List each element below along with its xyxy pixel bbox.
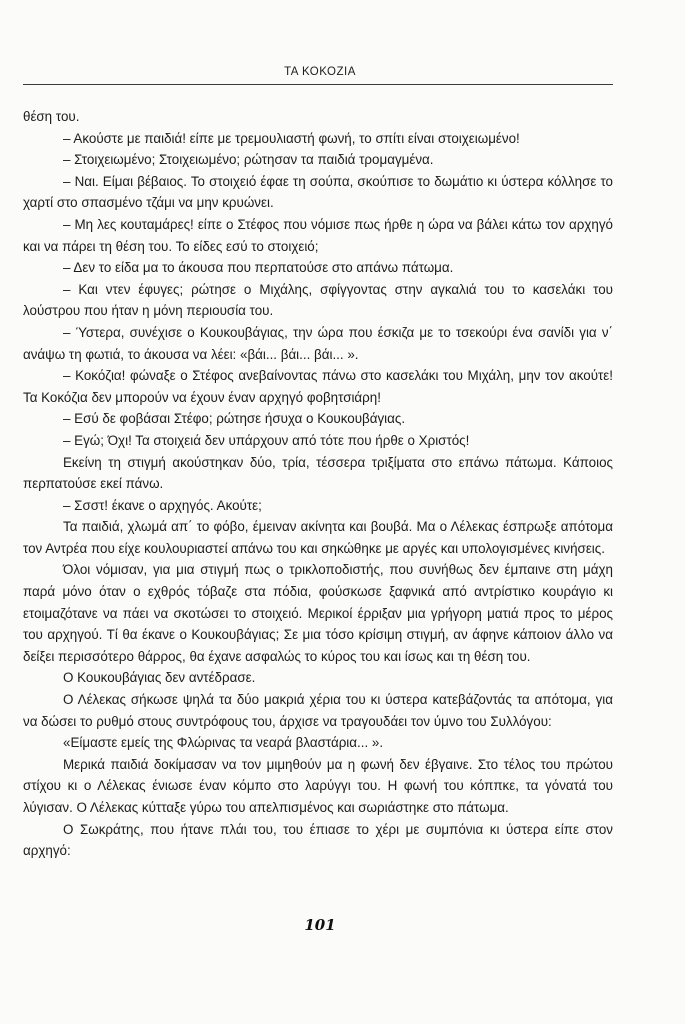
- paragraph: Ο Κουκουβάγιας δεν αντέδρασε.: [63, 670, 256, 686]
- paragraph: Ο Σωκράτης, που ήτανε πλάι του, του έπιασε το χέρι με συμπόνια κι ύστερα είπε στον αρχηγό:: [23, 821, 613, 859]
- paragraph: – Και ντεν έφυγες; ρώτησε ο Μιχάλης, σφίγγοντας στην αγκαλιά του το κασελάκι του λούστρου που ήταν η μόνη περιουσία του.: [23, 281, 613, 319]
- paragraph: – Κοκόζια! φώναξε ο Στέφος ανεβαίνοντας πάνω στο κασελάκι του Μιχάλη, μην τον ακούτε! Τα Κοκόζια δεν μπορούν να έχουν έναν αρχηγό φοβητσιάρη!: [23, 368, 613, 405]
- paragraph: Τα παιδιά, χλωμά απ΄ το φόβο, έμειναν ακίνητα και βουβά. Μα ο Λέλεκας έσπρωξε απότομα τον Αντρέα που είχε κουλουριαστεί απάνω του και σηκώθηκε με αργές και υπολογισμένες κινήσεις.: [23, 519, 613, 556]
- header-divider: [23, 84, 613, 85]
- paragraph: – Μη λες κουταμάρες! είπε ο Στέφος που νόμισε πως ήρθε η ώρα να βάλει κάτω τον αρχηγό και να πάρει τη θέση του. Το είδες εσύ το στοιχειό;: [23, 216, 613, 254]
- paragraph: – Ναι. Είμαι βέβαιος. Το στοιχειό έφαε τη σούπα, σκούπισε το δωμάτιο κι ύστερα κόλλησε το χαρτί στο σπασμένο τζάμι να μην κρυώνει.: [23, 173, 613, 211]
- paragraph: – Στοιχειωμένο; Στοιχειωμένο; ρώτησαν τα παιδιά τρομαγμένα.: [63, 152, 434, 168]
- paragraph: Εκείνη τη στιγμή ακούστηκαν δύο, τρία, τέσσερα τριξίματα στο επάνω πάτωμα. Κάποιος περπατούσε εκεί πάνω.: [23, 454, 613, 492]
- paragraph: Ο Λέλεκας σήκωσε ψηλά τα δύο μακριά χέρια του κι ύστερα κατεβάζοντάς τα απότομα, για να δώσει το ρυθμό στους συντρόφους του, άρχισε να τραγουδάει τον ύμνο του Συλλόγου:: [23, 692, 613, 729]
- paragraph: – Ύστερα, συνέχισε ο Κουκουβάγιας, την ώρα που έσκιζα με το τσεκούρι ένα σανίδι για ν΄ ανάψω τη φωτιά, το άκουσα να λέει: «βάι... βάι... βάι... ».: [23, 324, 613, 362]
- paragraph: – Ακούστε με παιδιά! είπε με τρεμουλιαστή φωνή, το σπίτι είναι στοιχειωμένο!: [63, 130, 520, 146]
- page-number: 101: [304, 916, 336, 934]
- running-header-title: ΤΑ ΚΟΚΟΖΙΑ: [284, 66, 356, 78]
- paragraph: «Είμαστε εμείς της Φλώρινας τα νεαρά βλαστάρια... ».: [63, 735, 384, 751]
- page-body-text: [23, 106, 613, 862]
- paragraph: – Δεν το είδα μα το άκουσα που περπατούσε στο απάνω πάτωμα.: [63, 260, 454, 276]
- paragraph: – Εγώ; Όχι! Τα στοιχειά δεν υπάρχουν από τότε που ήρθε ο Χριστός!: [63, 432, 470, 448]
- paragraph: θέση του.: [23, 109, 80, 124]
- paragraph: – Εσύ δε φοβάσαι Στέφο; ρώτησε ήσυχα ο Κουκουβάγιας.: [63, 411, 406, 427]
- paragraph: Όλοι νόμισαν, για μια στιγμή πως ο τρικλοποδιστής, που συνήθως δεν έμπαινε στη μάχη παρά μόνο όταν ο εχθρός τόβαζε στα πόδια, φούσκωσε ξαφνικά από αντρίστικο κουράγιο κι ετοιμαζότανε να πάει να σκοτώσει το στοιχειό. Μερικοί έρριξαν μια γρήγορη ματιά προς το μέρος του αρχηγού. Τί θα έκανε ο Κουκουβάγιας; Σε μια τόσο κρίσιμη στιγμή, αν άφηνε κάποιον άλλο να δείξει περισσότερο θάρρος, θα έχανε ασφαλώς το κύρος του και ίσως και τη θέση του.: [23, 562, 613, 664]
- paragraph: – Σσστ! έκανε ο αρχηγός. Ακούτε;: [63, 497, 262, 513]
- paragraph: Μερικά παιδιά δοκίμασαν να τον μιμηθούν μα η φωνή δεν έβγαινε. Στο τέλος του πρώτου στίχου κι ο Λέλεκας ένιωσε έναν κόμπο στο λαρύγγι του. Η φωνή του κόππκε, τα γόνατά του λύγισαν. Ο Λέλεκας κύτταξε γύρω του απελπισμένος και σωριάστηκε στο πάτωμα.: [23, 756, 613, 815]
